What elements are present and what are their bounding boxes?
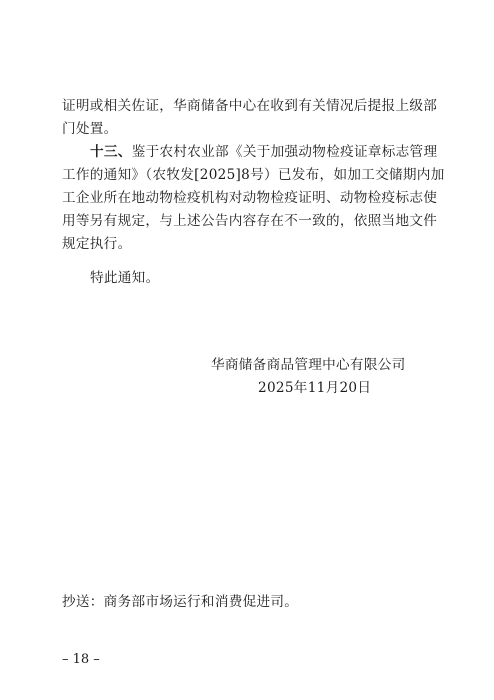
signature-organization: 华商储备商品管理中心有限公司 — [211, 357, 406, 373]
item-13-first-line — [90, 144, 437, 160]
item-13-text-line-3: 工企业所在地动物检疫机构对动物检疫证明、动物检疫标志使 — [62, 190, 438, 206]
paragraph-continuation-line-2: 门处置。 — [62, 121, 118, 137]
item-13-label: 十三、 — [90, 144, 132, 160]
page-number: – 18 – — [62, 652, 100, 667]
cc-recipients: 抄送：商务部市场运行和消费促进司。 — [62, 594, 299, 610]
item-13-text-line-4: 用等另有规定，与上述公告内容存在不一致的，依照当地文件 — [62, 213, 438, 229]
item-13-text-line-1: 鉴于农村农业部《关于加强动物检疫证章标志管理 — [131, 144, 438, 160]
paragraph-continuation-line-1: 证明或相关佐证，华商储备中心在收到有关情况后提报上级部 — [62, 98, 438, 114]
closing-statement: 特此通知。 — [90, 270, 160, 286]
item-13-text-line-2: 工作的通知》（农牧发[2025]8号）已发布，如加工交储期内加 — [62, 167, 445, 183]
signature-date: 2025年11月20日 — [258, 380, 372, 396]
item-13-text-line-5: 规定执行。 — [62, 236, 132, 252]
